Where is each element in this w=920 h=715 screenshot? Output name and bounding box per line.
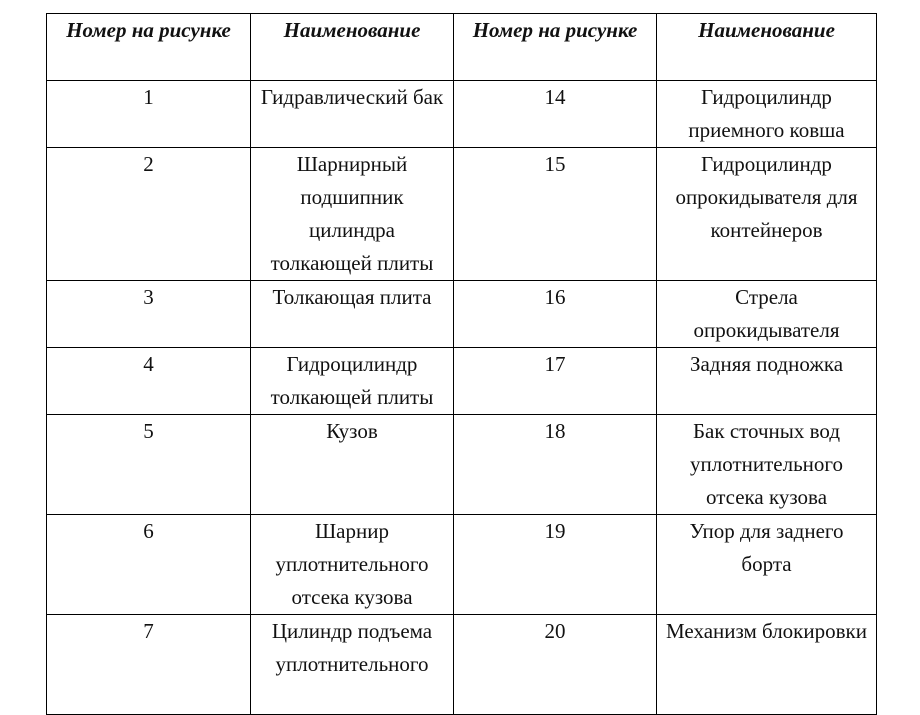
header-number-2: Номер на рисунке <box>454 14 657 81</box>
part-name: Шарнир уплотнительного отсека кузова <box>251 515 454 615</box>
part-number: 20 <box>454 615 657 715</box>
part-name: Задняя подножка <box>657 348 877 415</box>
part-number: 15 <box>454 148 657 281</box>
part-number: 1 <box>47 81 251 148</box>
table-row <box>47 281 877 348</box>
table-row <box>47 148 877 281</box>
part-number: 19 <box>454 515 657 615</box>
header-name-1: Наименование <box>251 14 454 81</box>
part-name: Толкающая плита <box>251 281 454 348</box>
parts-table <box>46 13 877 715</box>
part-name: Гидроцилиндр приемного ковша <box>657 81 877 148</box>
part-number: 18 <box>454 415 657 515</box>
table-row <box>47 81 877 148</box>
table-row <box>47 515 877 615</box>
part-name: Гидроцилиндр опрокидывателя для контейнеров <box>657 148 877 281</box>
header-name-2: Наименование <box>657 14 877 81</box>
part-number: 7 <box>47 615 251 715</box>
table-row <box>47 415 877 515</box>
part-name: Гидроцилиндр толкающей плиты <box>251 348 454 415</box>
part-number: 14 <box>454 81 657 148</box>
part-number: 3 <box>47 281 251 348</box>
part-number: 6 <box>47 515 251 615</box>
part-number: 5 <box>47 415 251 515</box>
part-number: 4 <box>47 348 251 415</box>
table-row <box>47 615 877 715</box>
header-number-1: Номер на рисунке <box>47 14 251 81</box>
part-name: Гидравлический бак <box>251 81 454 148</box>
header-row <box>47 14 877 81</box>
part-name: Бак сточных вод уплотнительного отсека кузова <box>657 415 877 515</box>
table-row <box>47 348 877 415</box>
part-name: Упор для заднего борта <box>657 515 877 615</box>
part-name: Цилиндр подъема уплотнительного <box>251 615 454 715</box>
part-number: 16 <box>454 281 657 348</box>
part-name: Шарнирный подшипник цилиндра толкающей плиты <box>251 148 454 281</box>
part-name: Стрела опрокидывателя <box>657 281 877 348</box>
part-name: Кузов <box>251 415 454 515</box>
part-number: 17 <box>454 348 657 415</box>
part-name: Механизм блокировки <box>657 615 877 715</box>
part-number: 2 <box>47 148 251 281</box>
